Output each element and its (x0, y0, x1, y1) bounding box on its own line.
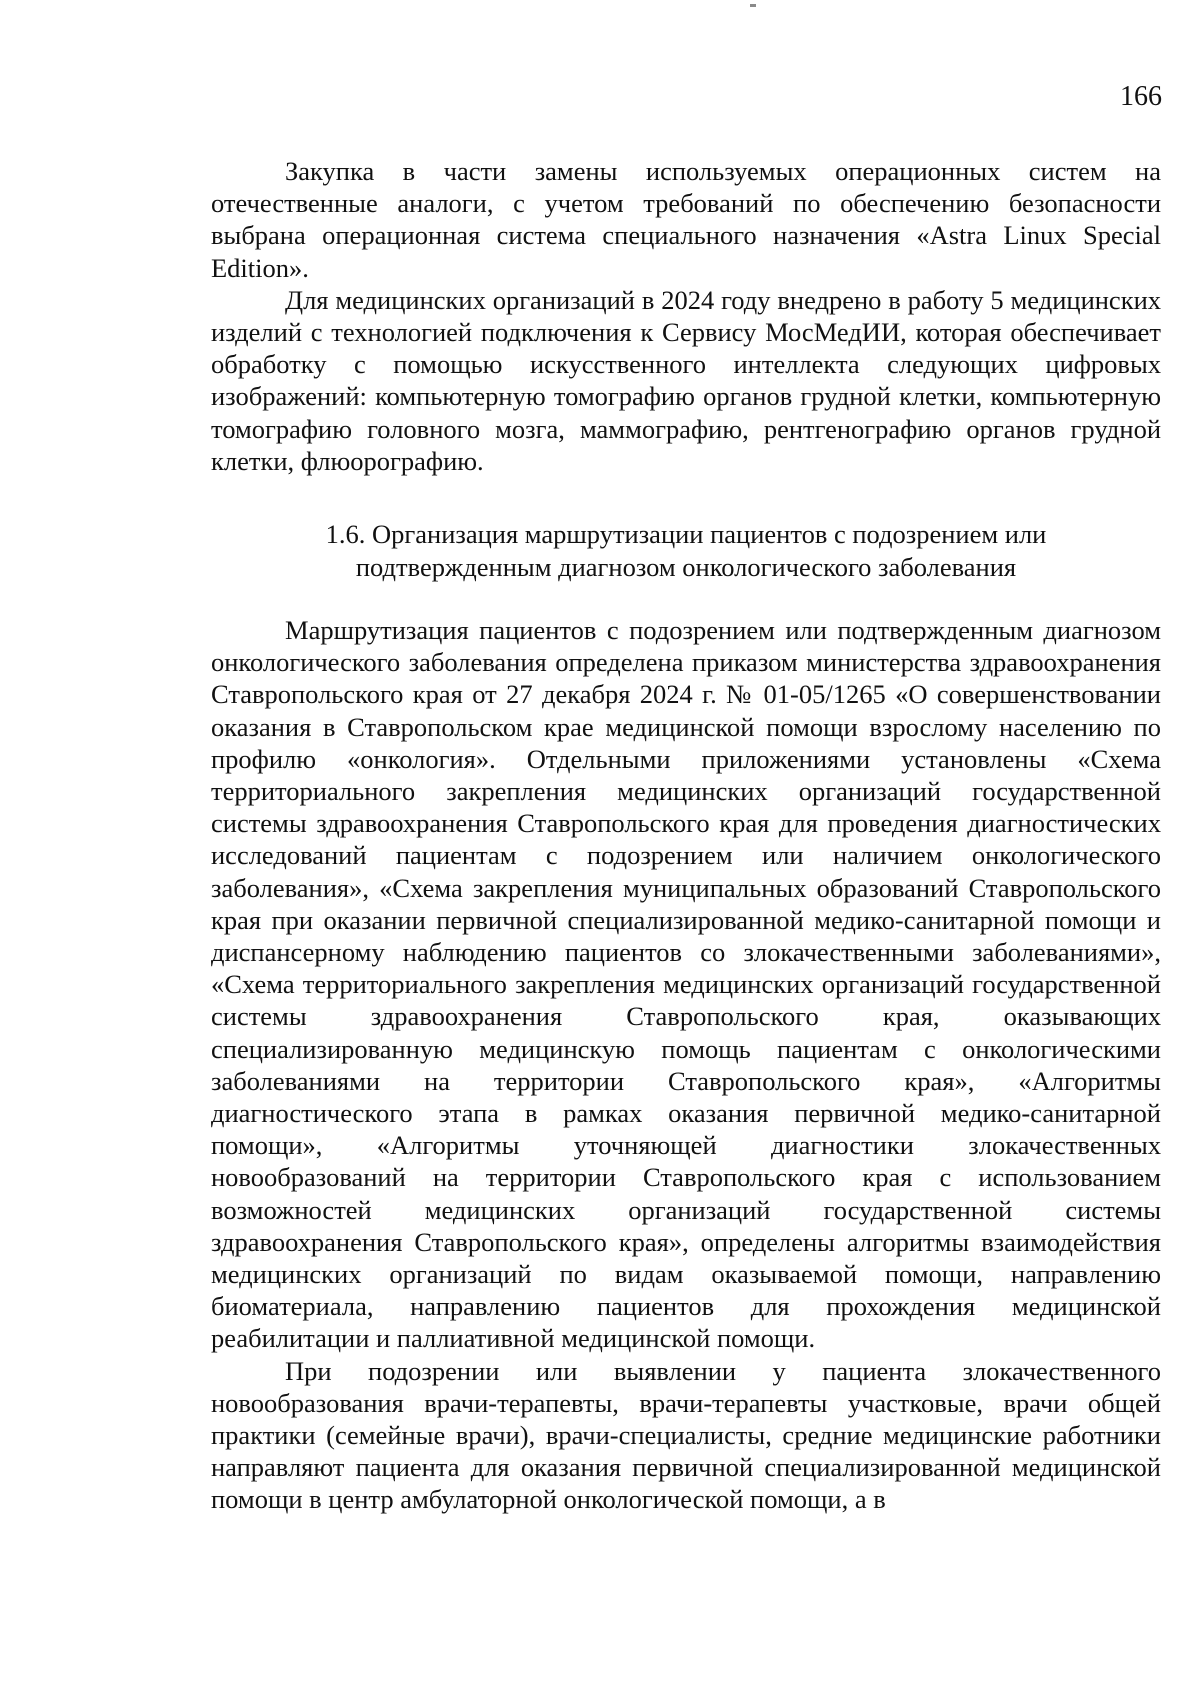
section-heading (211, 518, 1161, 583)
scan-mark (750, 4, 756, 7)
paragraph-os-procurement: Закупка в части замены используемых операционных систем на отечественные аналоги, с учетом требований по обеспечению безопасности выбрана операционная система специального назначения «Astra Linux Special Edition». (211, 156, 1161, 283)
paragraph-referral-procedure: При подозрении или выявлении у пациента злокачественного новообразования врачи-терапевты, врачи-терапевты участковые, врачи общей практики (семейные врачи), врачи-специалисты, средние медицинские работники направляют пациента для оказания первичной специализированной медицинской помощи в центр амбулаторной онкологической помощи, а в (211, 1355, 1161, 1515)
paragraph-ai-medical-devices: Для медицинских организаций в 2024 году внедрено в работу 5 медицинских изделий с технологией подключения к Сервису МосМедИИ, которая обеспечивает обработку с помощью искусственного интеллекта следующих цифровых изображений: компьютерную томографию органов грудной клетки, компьютерную томографию головного мозга, маммографию, рентгенографию органов грудной клетки, флюорографию. (211, 284, 1161, 476)
paragraph-routing-order: Маршрутизация пациентов с подозрением или подтвержденным диагнозом онкологического заболевания определена приказом министерства здравоохранения Ставропольского края от 27 декабря 2024 г. № 01-05/1265 «О совершенствовании оказания в Ставропольском крае медицинской помощи взрослому населению по профилю «онкология». Отдельными приложениями установлены «Схема территориального закрепления медицинских организаций государственной системы здравоохранения Ставропольского края для проведения диагностических исследований пациентам с подозрением или наличием онкологического заболевания», «Схема закрепления муниципальных образований Ставропольского края при оказании первичной специализированной медико-санитарной помощи и диспансерному наблюдению пациентов со злокачественными заболеваниями», «Схема территориального закрепления медицинских организаций государственной системы здравоохранения Ставропольского края, оказывающих специализированную медицинскую помощь пациентам с онкологическими заболеваниями на территории Ставропольского края», «Алгоритмы диагностического этапа в рамках оказания первичной медико-санитарной помощи», «Алгоритмы уточняющей диагностики злокачественных новообразований на территории Ставропольского края с использованием возможностей медицинских организаций государственной системы здравоохранения Ставропольского края», определены алгоритмы взаимодействия медицинских организаций по видам оказываемой помощи, направлению биоматериала, направлению пациентов для прохождения медицинской реабилитации и паллиативной медицинской помощи. (211, 615, 1161, 1354)
section-heading-line-2: подтвержденным диагнозом онкологического заболевания (355, 551, 1017, 582)
section-heading-line-1: 1.6. Организация маршрутизации пациентов с подозрением или (325, 519, 1047, 549)
page-number: 166 (1120, 81, 1162, 112)
routing-text-block (211, 614, 1161, 1516)
intro-text-block (211, 155, 1161, 477)
